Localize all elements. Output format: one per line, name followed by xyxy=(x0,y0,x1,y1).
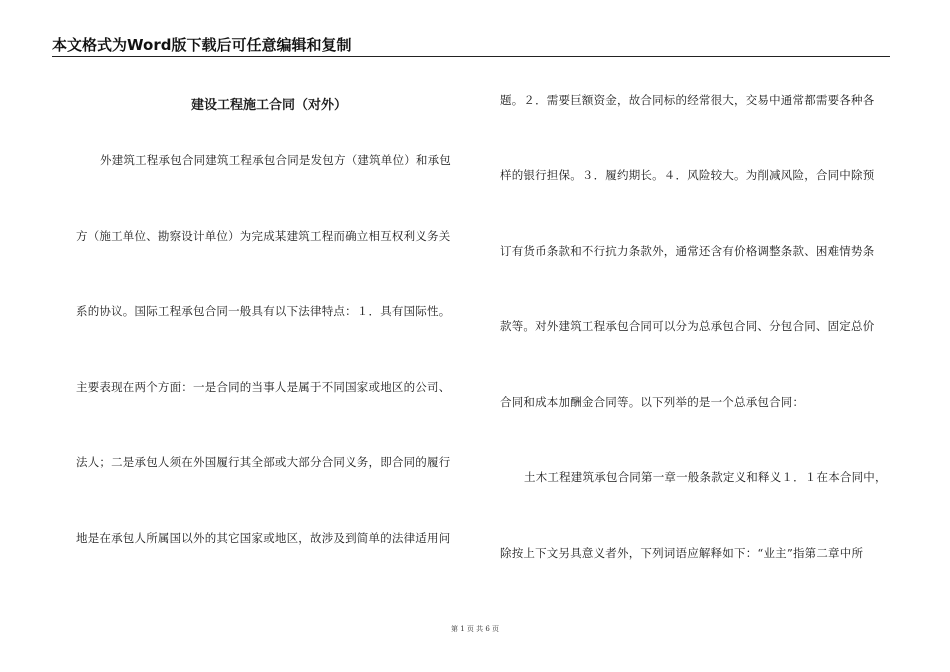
paragraph-line: 合同和成本加酬金合同等。以下列举的是一个总承包合同： xyxy=(500,395,805,409)
header-text: 本文格式为Word版下载后可任意编辑和复制 xyxy=(52,36,352,54)
paragraph-line: 系的协议。国际工程承包合同一般具有以下法律特点：１．具有国际性。 xyxy=(76,304,451,318)
document-title: 建设工程施工合同（对外） xyxy=(190,98,347,113)
paragraph-line: 地是在承包人所属国以外的其它国家或地区，故涉及到简单的法律适用问 xyxy=(76,531,451,545)
paragraph-line: 样的银行担保。３．履约期长。４．风险较大。为削减风险，合同中除预 xyxy=(500,168,875,182)
paragraph-line: 主要表现在两个方面：一是合同的当事人是属于不同国家或地区的公司、 xyxy=(76,380,451,394)
paragraph-line: 土木工程建筑承包合同第一章一般条款定义和释义１．１在本合同中， xyxy=(524,470,887,484)
page-footer: 第 1 页 共 6 页 xyxy=(450,625,500,633)
paragraph-line: 订有货币条款和不行抗力条款外，通常还含有价格调整条款、困难情势条 xyxy=(500,244,875,258)
paragraph-line: 除按上下文另具意义者外，下列词语应解释如下：“业主”指第二章中所 xyxy=(500,546,864,560)
paragraph-line: 外建筑工程承包合同建筑工程承包合同是发包方（建筑单位）和承包 xyxy=(100,153,451,167)
paragraph-line: 方（施工单位、勘察设计单位）为完成某建筑工程而确立相互权利义务关 xyxy=(76,229,451,243)
paragraph-line: 题。２．需要巨额资金，故合同标的经常很大，交易中通常都需要各种各 xyxy=(500,93,875,107)
page-header xyxy=(52,34,890,57)
paragraph-line: 法人；二是承包人须在外国履行其全部或大部分合同义务，即合同的履行 xyxy=(76,455,451,469)
paragraph-line: 款等。对外建筑工程承包合同可以分为总承包合同、分包合同、固定总价 xyxy=(500,319,875,333)
